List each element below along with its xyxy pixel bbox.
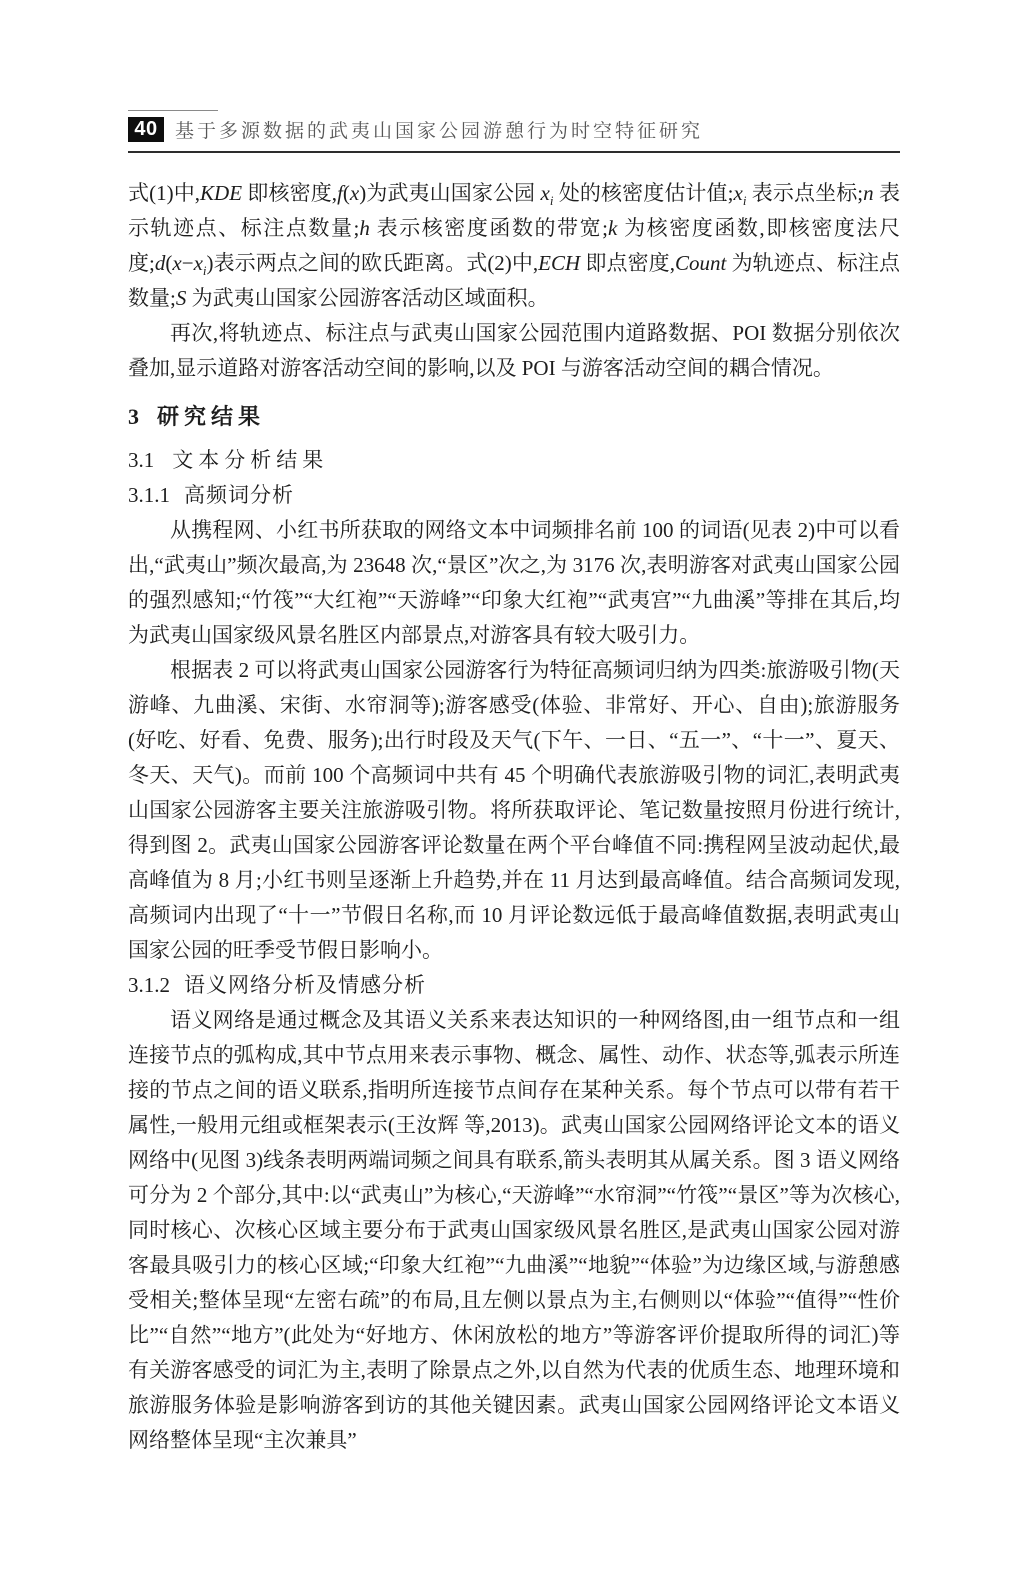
header-rule	[128, 151, 900, 153]
text-run: f	[337, 181, 343, 205]
text-run: 即核密度,	[242, 181, 338, 205]
heading-number: 3.1.2	[128, 973, 170, 997]
text-run: 即点密度,	[580, 251, 675, 275]
text-run: )表示两点之间的欧氏距离。式(2)中,	[206, 251, 539, 275]
heading-number: 3.1.1	[128, 483, 170, 507]
heading-text: 文本分析结果	[172, 448, 329, 472]
text-run: i	[742, 193, 747, 209]
body-content	[128, 176, 900, 1458]
heading-number: 3.1	[128, 448, 155, 472]
text-run: −	[181, 251, 194, 275]
text-run: 为武夷山国家公园游客活动区域面积。	[186, 286, 549, 310]
paragraph	[128, 176, 900, 316]
text-run: n	[863, 181, 874, 205]
heading-number: 3	[128, 404, 139, 429]
text-run: 表示轨迹点、标注点数量;	[128, 181, 900, 240]
heading-text: 语义网络分析及情感分析	[184, 973, 426, 997]
text-run: i	[549, 193, 554, 209]
paragraph	[128, 316, 900, 386]
text-run: d	[154, 251, 166, 275]
text-run: KDE	[200, 181, 243, 205]
text-run: (	[165, 251, 173, 275]
running-header-title: 基于多源数据的武夷山国家公园游憩行为时空特征研究	[175, 120, 704, 142]
text-run: 为核密度函数,即核密度法尺度;	[128, 216, 900, 275]
text-run: 从携程网、小红书所获取的网络文本中词频排名前 100 的词语(见表 2)中可以看出,“武夷山”频次最高,为 23648 次,“景区”次之,为 3176 次,表明游客对武夷山国家公园的强烈感知;“竹筏”“大红袍”“天游峰”“印象大红袍”“武夷宫”“九曲溪”等排在其后,均为武夷山国家级风景名胜区内部景点,对游客具有较大吸引力。	[128, 518, 900, 647]
text-run: k	[608, 216, 618, 240]
paragraph	[128, 1003, 900, 1458]
text-run: 式(1)中,	[128, 181, 201, 205]
text-run: 再次,将轨迹点、标注点与武夷山国家公园范围内道路数据、POI 数据分别依次叠加,显示道路对游客活动空间的影响,以及 POI 与游客活动空间的耦合情况。	[128, 321, 900, 380]
paragraph	[128, 513, 900, 653]
text-run: 语义网络是通过概念及其语义关系来表达知识的一种网络图,由一组节点和一组连接节点的弧构成,其中节点用来表示事物、概念、属性、动作、状态等,弧表示所连接的节点之间的语义联系,指明所连接节点间存在某种关系。每个节点可以带有若干属性,一般用元组或框架表示(王汝辉 等,2013)。武夷山国家公园网络评论文本的语义网络中(见图 3)线条表明两端词频之间具有联系,箭头表明其从属关系。图 3 语义网络可分为 2 个部分,其中:以“武夷山”为核心,“天游峰”“水帘洞”“竹筏”“景区”等为次核心,同时核心、次核心区域主要分布于武夷山国家级风景名胜区,是武夷山国家公园对游客最具吸引力的核心区域;“印象大红袍”“九曲溪”“地貌”“体验”为边缘区域,与游憩感受相关;整体呈现“左密右疏”的布局,且左侧以景点为主,右侧则以“体验”“值得”“性价比”“自然”“地方”(此处为“好地方、休闲放松的地方”等游客评价提取所得的词汇)等有关游客感受的词汇为主,表明了除景点之外,以自然为代表的优质生态、地理环境和旅游服务体验是影响游客到访的其他关键因素。武夷山国家公园网络评论文本语义网络整体呈现“主次兼具”	[128, 1008, 900, 1452]
heading-text: 高频词分析	[184, 483, 294, 507]
running-header	[128, 116, 900, 142]
text-run: 处的核密度估计值;	[553, 181, 734, 205]
text-run: Count	[674, 251, 727, 275]
text-run: h	[359, 216, 370, 240]
page-number-badge	[128, 117, 164, 142]
heading-text: 研究结果	[157, 404, 266, 429]
text-run: S	[175, 286, 187, 310]
text-run: )为武夷山国家公园	[359, 181, 541, 205]
text-run: (	[342, 181, 350, 205]
section-heading-3.1.1	[128, 478, 900, 513]
text-run: 表示点坐标;	[746, 181, 864, 205]
text-run: 为轨迹点、标注点数量;	[128, 251, 901, 310]
section-heading-3	[128, 399, 900, 434]
text-run: x	[540, 181, 550, 205]
text-run: ECH	[538, 251, 581, 275]
text-run: 表示核密度函数的带宽;	[369, 216, 608, 240]
text-run: 根据表 2 可以将武夷山国家公园游客行为特征高频词归纳为四类:旅游吸引物(天游峰、九曲溪、宋街、水帘洞等);游客感受(体验、非常好、开心、自由);旅游服务(好吃、好看、免费、服务);出行时段及天气(下午、一日、“五一”、“十一”、夏天、冬天、天气)。而前 100 个高频词中共有 45 个明确代表旅游吸引物的词汇,表明武夷山国家公园游客主要关注旅游吸引物。将所获取评论、笔记数量按照月份进行统计,得到图 2。武夷山国家公园游客评论数量在两个平台峰值不同:携程网呈波动起伏,最高峰值为 8 月;小红书则呈逐渐上升趋势,并在 11 月达到最高峰值。结合高频词发现,高频词内出现了“十一”节假日名称,而 10 月评论数远低于最高峰值数据,表明武夷山国家公园的旺季受节假日影响小。	[128, 658, 900, 962]
section-heading-3.1	[128, 443, 900, 478]
top-short-rule	[128, 110, 218, 111]
paragraph	[128, 653, 900, 968]
text-run: x	[172, 251, 182, 275]
section-heading-3.1.2	[128, 968, 900, 1003]
text-run: x	[193, 251, 203, 275]
page-number: 40	[134, 117, 158, 140]
text-run: x	[349, 181, 360, 205]
text-run: i	[202, 263, 207, 279]
text-run: x	[733, 181, 743, 205]
